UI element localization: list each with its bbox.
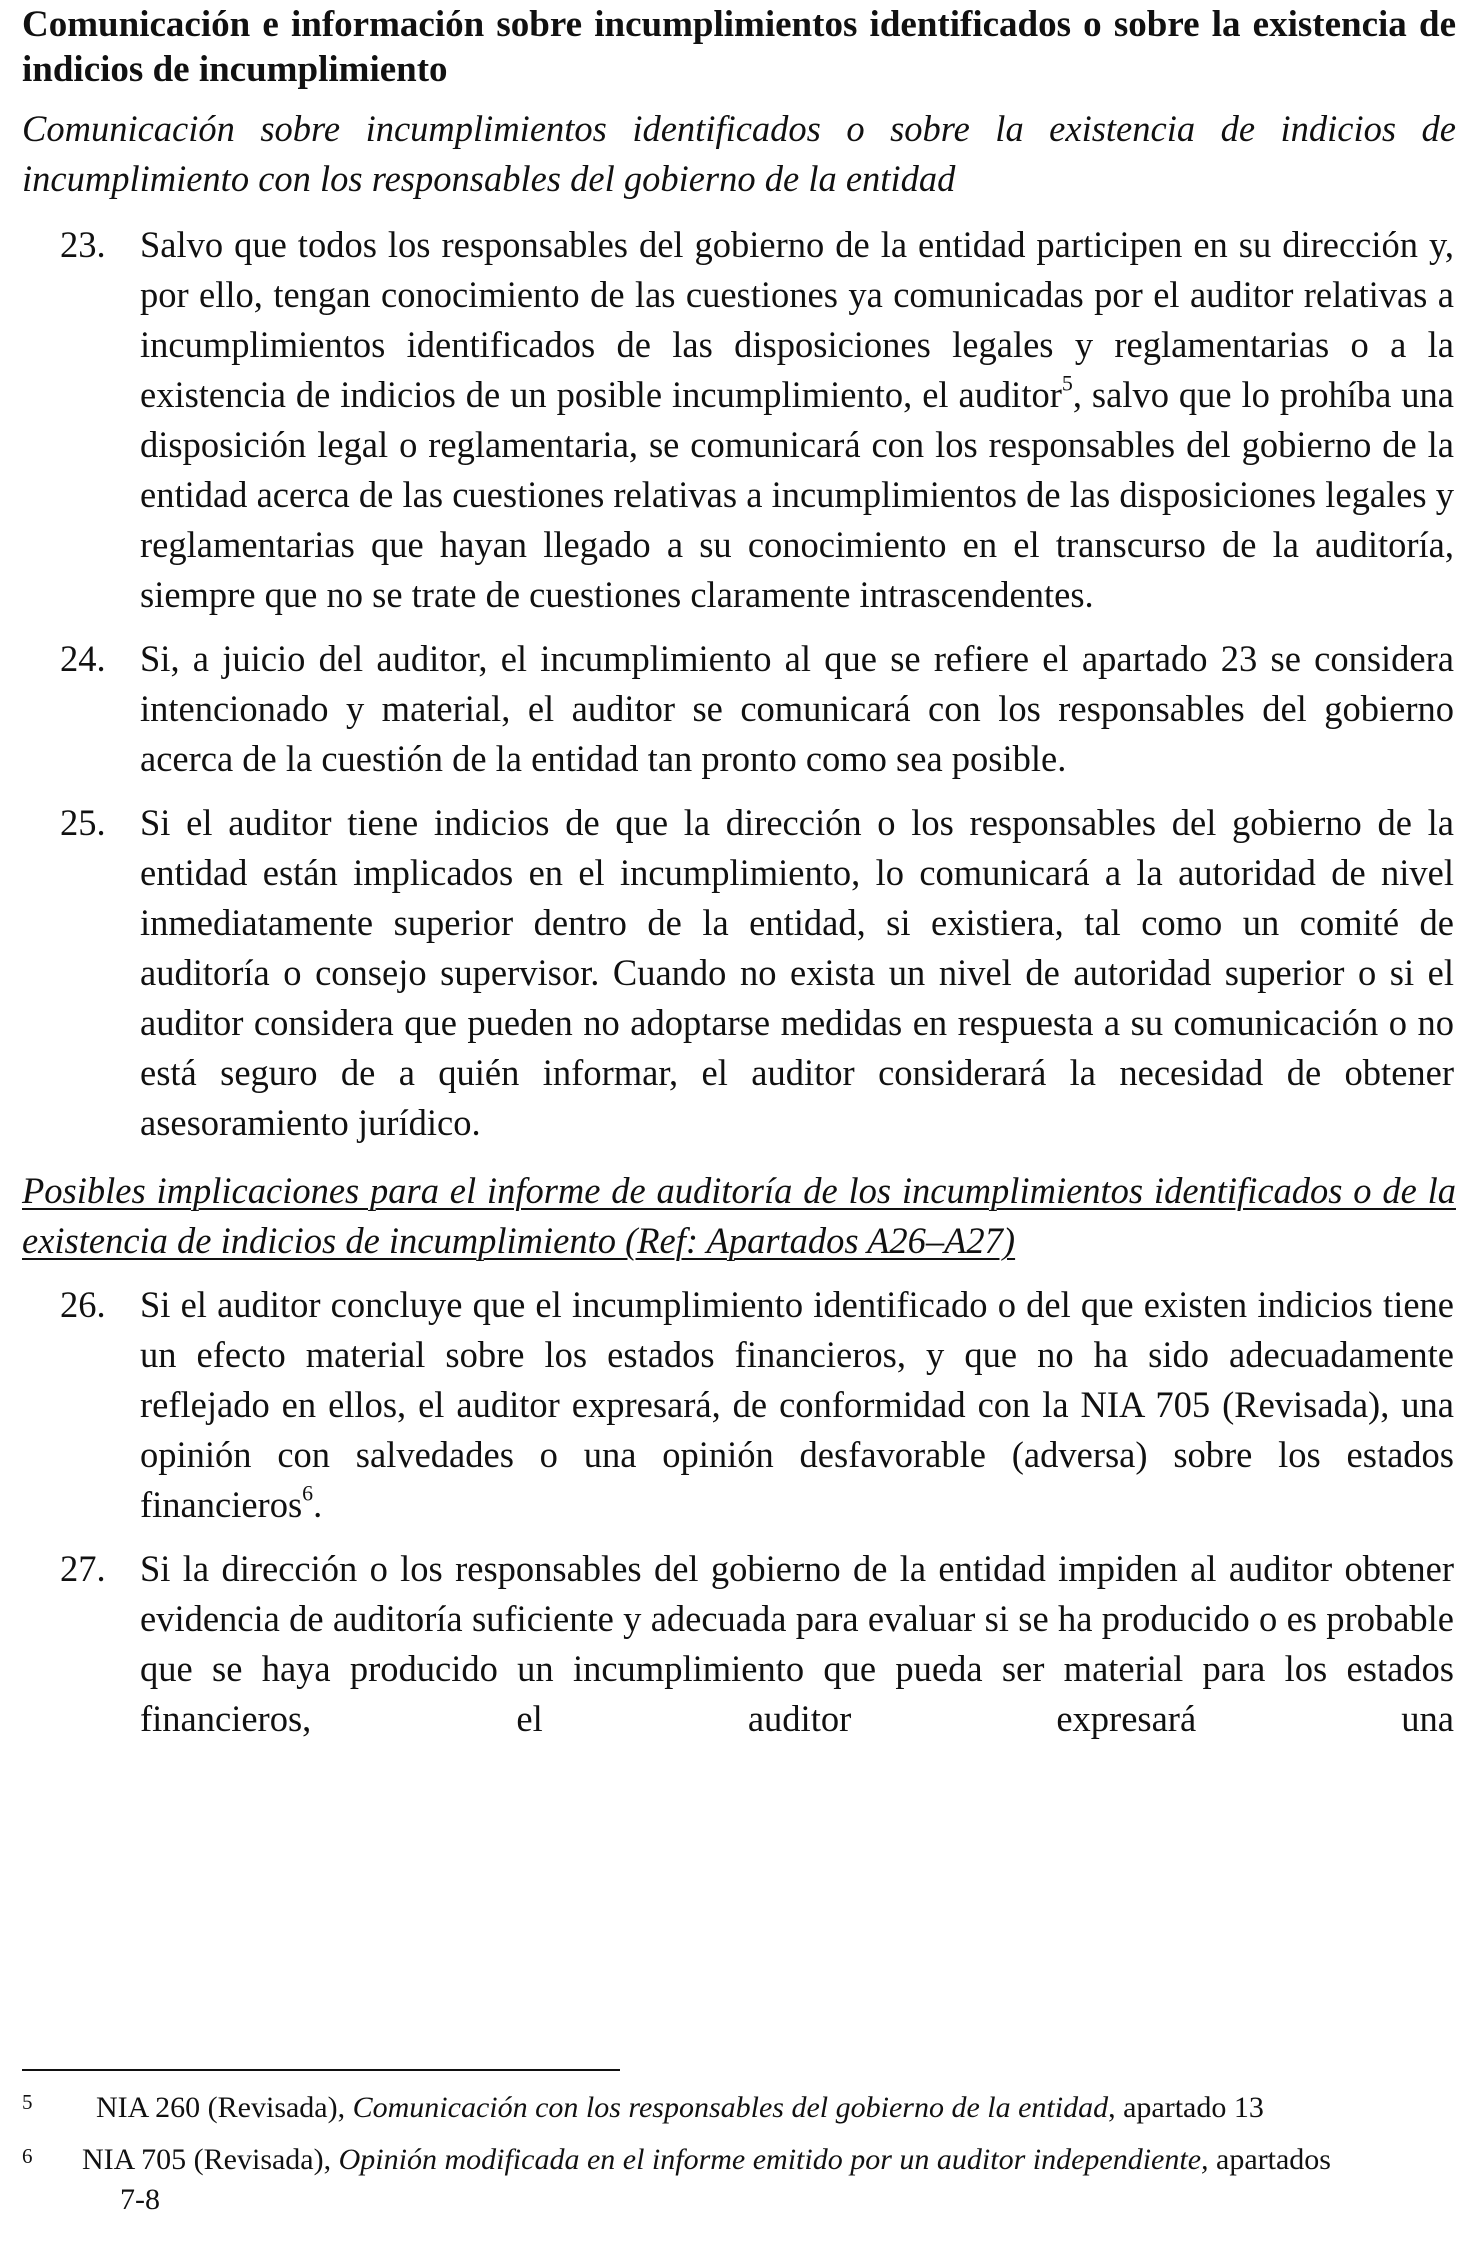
paragraph-26 (22, 1280, 1456, 1530)
paragraph-text: Si, a juicio del auditor, el incumplimiento al que se refiere el apartado 23 se considera intencionado y material, el auditor se comunicará con los responsables del gobierno acerca de la cuestión de la entidad tan pronto como sea posible. (140, 638, 1454, 779)
footnote-divider (22, 2069, 620, 2071)
paragraph-27 (22, 1544, 1456, 1744)
footnote-suffix: apartados (1208, 2143, 1331, 2176)
paragraph-text-part: . (313, 1484, 323, 1525)
footnote-suffix: , apartado 13 (1108, 2091, 1264, 2124)
paragraph-24 (22, 634, 1456, 784)
footnote-title: Opinión modificada en el informe emitido por un auditor independiente, (338, 2143, 1209, 2176)
footnote-marker: 6 (22, 2144, 33, 2168)
footnote-6 (22, 2140, 1454, 2220)
paragraph-number: 25. (60, 802, 106, 843)
paragraph-text-part: Si el auditor concluye que el incumplimiento identificado o del que existen indicios tiene un efecto material sobre los estados financieros, y que no ha sido adecuadamente reflejado en ellos, el auditor expresará, de conformidad con la NIA 705 (Revisada), una opinión con salvedades o una opinión desfavorable (adversa) sobre los estados financieros (140, 1284, 1454, 1525)
subheading-communication: Comunicación sobre incumplimientos identificados o sobre la existencia de indicios de incumplimiento con los responsables del gobierno de la entidad (22, 108, 1456, 199)
paragraph-text (140, 220, 1456, 620)
paragraph-number: 24. (60, 638, 106, 679)
footnotes (22, 2088, 1454, 2220)
footnote-title: Comunicación con los responsables del gobierno de la entidad (352, 2091, 1109, 2124)
paragraph-text: Si el auditor tiene indicios de que la dirección o los responsables del gobierno de la entidad están implicados en el incumplimiento, lo comunicará a la autoridad de nivel inmediatamente superior dentro de la entidad, si existiera, tal como un comité de auditoría o consejo supervisor. Cuando no exista un nivel de autoridad superior o si el auditor considera que pueden no adoptarse medidas en respuesta a su comunicación o no está seguro de a quién informar, el auditor considerará la necesidad de obtener asesoramiento jurídico. (140, 802, 1454, 1143)
paragraph-number: 23. (60, 224, 106, 265)
footnote-5 (22, 2088, 1454, 2128)
paragraph-text-part: Salvo que todos los responsables del gobierno de la entidad participen en su dirección y, por ello, tengan conocimiento de las cuestiones ya comunicadas por el auditor relativas a incumplimientos identificados de las disposiciones legales y reglamentarias o a la existencia de indicios de un posible incumplimiento, el auditor (140, 224, 1454, 415)
footnote-ref-6[interactable]: 6 (302, 1480, 314, 1506)
footnote-prefix: NIA 260 (Revisada), (96, 2091, 353, 2124)
paragraph-number: 26. (60, 1284, 106, 1325)
footnote-prefix: NIA 705 (Revisada), (82, 2143, 339, 2176)
paragraph-25 (22, 798, 1456, 1148)
footnote-continuation: 7-8 (120, 2183, 160, 2216)
footnote-marker: 5 (22, 2090, 33, 2114)
paragraph-23 (22, 220, 1456, 620)
subheading-report-implications: Posibles implicaciones para el informe de auditoría de los incumplimientos identificados o de la existencia de indicios de incumplimiento (Ref: Apartados A26–A27) (22, 1170, 1456, 1261)
footnote-ref-5[interactable]: 5 (1061, 370, 1073, 396)
section-heading: Comunicación e información sobre incumplimientos identificados o sobre la existencia de indicios de incumplimiento (22, 4, 1456, 90)
paragraph-number: 27. (60, 1548, 106, 1589)
paragraph-text: Si la dirección o los responsables del gobierno de la entidad impiden al auditor obtener evidencia de auditoría suficiente y adecuada para evaluar si se ha producido o es probable que se haya producido un incumplimiento que pueda ser material para los estados financieros, el auditor expresará una (140, 1548, 1454, 1739)
paragraph-text-part: , salvo que lo prohíba una disposición legal o reglamentaria, se comunicará con los responsables del gobierno de la entidad acerca de las cuestiones relativas a incumplimientos de las disposiciones legales y reglamentarias que hayan llegado a su conocimiento en el transcurso de la auditoría, siempre que no se trate de cuestiones claramente intrascendentes. (140, 374, 1454, 615)
paragraph-text (140, 1280, 1456, 1530)
